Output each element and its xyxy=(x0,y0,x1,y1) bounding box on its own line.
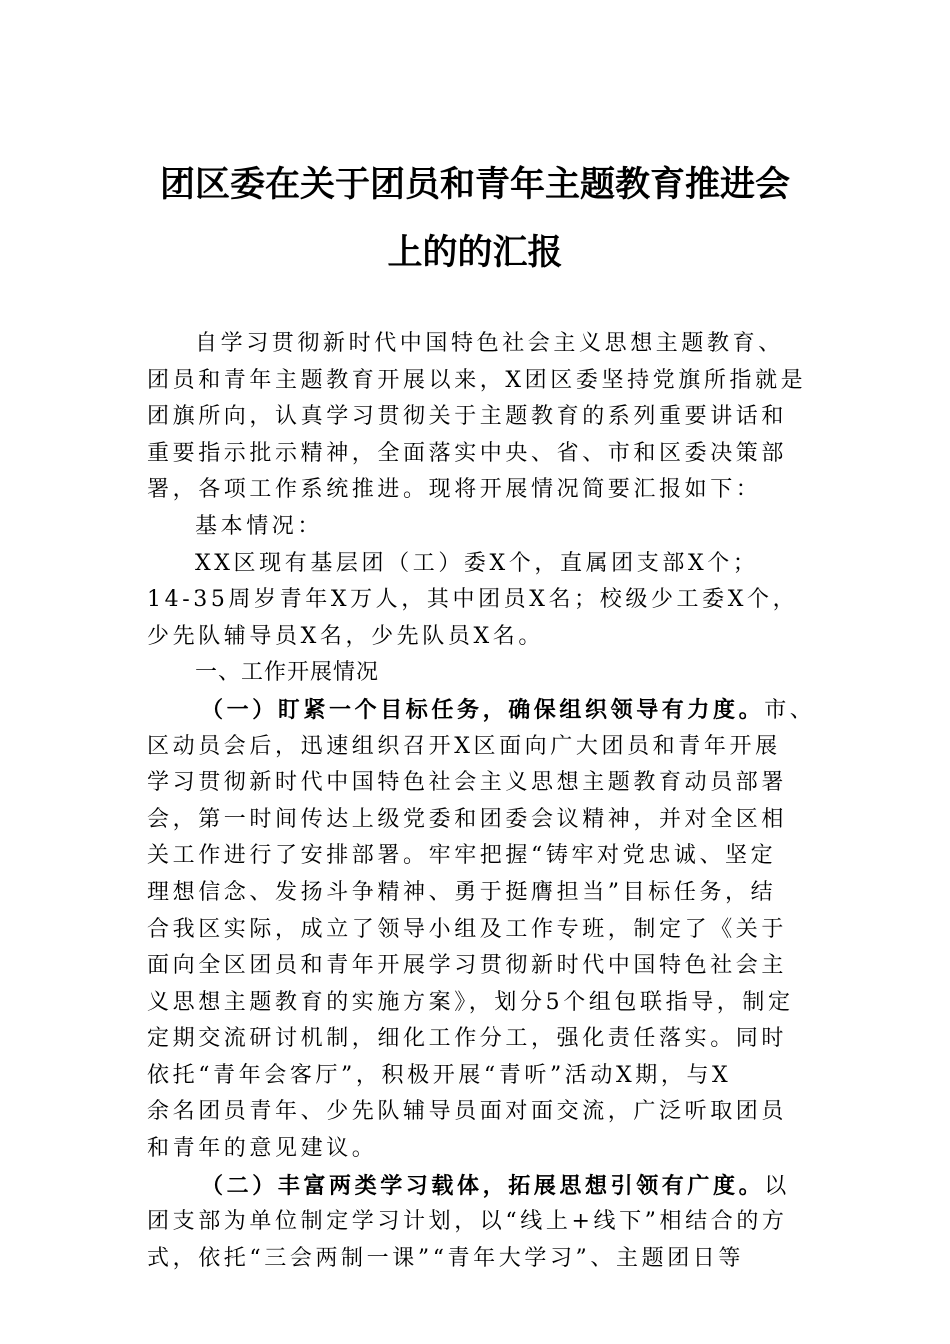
document-title-line-2: 上的的汇报 xyxy=(387,233,563,273)
paragraph-line: 学习贯彻新时代中国特色社会主义思想主题教育动员部署 xyxy=(147,770,788,796)
paragraph-line: 基本情况： xyxy=(195,513,324,539)
subsection-lead: （一）盯紧一个目标任务，确保组织领导有力度。 xyxy=(201,696,765,723)
paragraph-line: 区动员会后，迅速组织召开X区面向广大团员和青年开展 xyxy=(147,733,781,759)
paragraph-line: 14-35周岁青年X万人，其中团员X名；校级少工委X个， xyxy=(147,587,799,613)
document-body xyxy=(147,326,816,1277)
paragraph-line: 会，第一时间传达上级党委和团委会议精神，并对全区相 xyxy=(147,806,788,832)
paragraph-line: 团员和青年主题教育开展以来，X团区委坚持党旗所指就是 xyxy=(147,367,807,393)
paragraph-line: 义思想主题教育的实施方案》，划分5个组包联指导，制定 xyxy=(147,989,794,1015)
paragraph-line: 面向全区团员和青年开展学习贯彻新时代中国特色社会主 xyxy=(147,953,788,979)
paragraph-line: 式，依托“三会两制一课”“青年大学习”、主题团日等 xyxy=(147,1245,744,1271)
paragraph-line: XX区现有基层团（工）委X个，直属团支部X个； xyxy=(195,550,759,576)
paragraph-line: 关工作进行了安排部署。牢牢把握“铸牢对党忠诚、坚定 xyxy=(147,843,777,869)
paragraph-line: 团旗所向，认真学习贯彻关于主题教育的系列重要讲话和 xyxy=(147,404,788,430)
paragraph-line: 团支部为单位制定学习计划，以“线上+线下”相结合的方 xyxy=(147,1209,788,1235)
paragraph-line: 合我区实际，成立了领导小组及工作专班，制定了《关于 xyxy=(147,916,788,942)
paragraph-line: 少先队辅导员X名，少先队员X名。 xyxy=(147,623,544,649)
paragraph-line: 依托“青年会客厅”，积极开展“青听”活动X期，与X xyxy=(147,1062,732,1088)
paragraph-line: 署，各项工作系统推进。现将开展情况简要汇报如下： xyxy=(147,477,762,503)
paragraph-line: 和青年的意见建议。 xyxy=(147,1136,378,1162)
paragraph-line: （一）盯紧一个目标任务，确保组织领导有力度。市、 xyxy=(201,696,816,723)
paragraph-line: 余名团员青年、少先队辅导员面对面交流，广泛听取团员 xyxy=(147,1099,788,1125)
document-title-line-1: 团区委在关于团员和青年主题教育推进会 xyxy=(159,165,790,205)
paragraph-line: （二）丰富两类学习载体，拓展思想引领有广度。以 xyxy=(201,1172,790,1199)
paragraph-line: 定期交流研讨机制，细化工作分工，强化责任落实。同时 xyxy=(147,1026,788,1052)
subsection-lead: （二）丰富两类学习载体，拓展思想引领有广度。 xyxy=(201,1172,765,1199)
paragraph-line: 重要指示批示精神，全面落实中央、省、市和区委决策部 xyxy=(147,440,788,466)
section-heading: 一、工作开展情况 xyxy=(195,660,380,686)
paragraph-line: 理想信念、发扬斗争精神、勇于挺膺担当”目标任务，结 xyxy=(147,879,777,905)
paragraph-line: 自学习贯彻新时代中国特色社会主义思想主题教育、 xyxy=(195,331,784,356)
